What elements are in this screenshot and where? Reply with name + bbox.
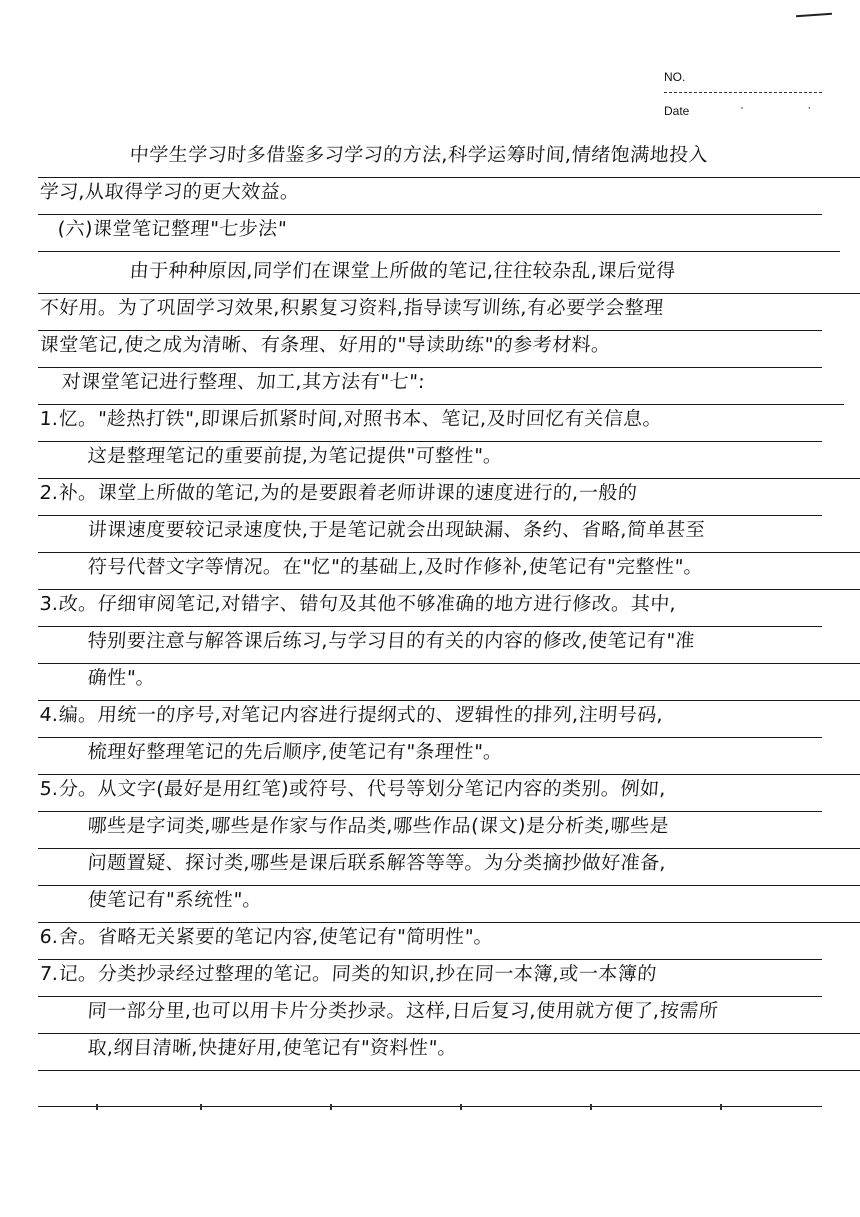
text-line-content: 课堂笔记,使之成为清晰、有条理、好用的"导读助练"的参考材料。 xyxy=(38,334,612,356)
list-item-line xyxy=(38,404,825,442)
text-line-content: 梳理好整理笔记的先后顺序,使笔记有"条理性"。 xyxy=(86,741,504,763)
list-item-line xyxy=(38,700,825,738)
list-item-line xyxy=(38,589,825,627)
section-heading: (六)课堂笔记整理"七步法" xyxy=(56,218,288,240)
text-line xyxy=(38,515,860,553)
header-date-dots: · · xyxy=(740,100,842,114)
text-line-content: 取,纲目清晰,快捷好用,使笔记有"资料性"。 xyxy=(86,1037,458,1059)
text-line xyxy=(38,177,825,215)
text-line xyxy=(38,626,860,664)
text-line xyxy=(38,885,860,923)
text-line xyxy=(38,256,860,294)
header-dashed-rule xyxy=(664,92,822,93)
text-line-content: 同一部分里,也可以用卡片分类抄录。这样,日后复习,使用就方便了,按需所 xyxy=(86,1000,720,1022)
corner-pen-mark xyxy=(796,13,832,18)
text-line xyxy=(38,737,860,775)
rule-tick xyxy=(460,1104,462,1110)
list-item-text: 6.舍。省略无关紧要的笔记内容,使笔记有"简明性"。 xyxy=(38,926,495,948)
rule-tick xyxy=(590,1104,592,1110)
section-heading-line xyxy=(38,214,843,252)
list-item-text: 7.记。分类抄录经过整理的笔记。同类的知识,抄在同一本簿,或一本簿的 xyxy=(38,963,658,985)
text-line xyxy=(38,811,860,849)
rule-tick xyxy=(330,1104,332,1110)
text-line-content: 这是整理笔记的重要前提,为笔记提供"可整性"。 xyxy=(86,445,504,467)
rule-tick xyxy=(200,1104,202,1110)
text-line xyxy=(38,552,860,590)
text-line xyxy=(38,293,825,331)
text-line xyxy=(38,1033,860,1071)
text-line xyxy=(38,441,860,479)
text-line xyxy=(38,848,860,886)
text-line-content: 特别要注意与解答课后练习,与学习目的有关的内容的修改,使笔记有"准 xyxy=(86,630,696,652)
text-line-content: 中学生学习时多借鉴多习学习的方法,科学运筹时间,情绪饱满地投入 xyxy=(128,144,709,166)
text-line-content: 符号代替文字等情况。在"忆"的基础上,及时作修补,使笔记有"完整性"。 xyxy=(86,556,704,578)
header-number-label: NO. xyxy=(664,70,686,84)
list-item-text: 2.补。课堂上所做的笔记,为的是要跟着老师讲课的速度进行的,一般的 xyxy=(38,482,639,504)
list-item-text: 5.分。从文字(最好是用红笔)或符号、代号等划分笔记内容的类别。例如, xyxy=(38,778,667,800)
list-item-line xyxy=(38,478,825,516)
text-line xyxy=(38,140,860,178)
list-item-text: 3.改。仔细审阅笔记,对错字、错句及其他不够准确的地方进行修改。其中, xyxy=(38,593,678,615)
list-item-line xyxy=(38,959,825,997)
text-line xyxy=(38,367,847,405)
text-line xyxy=(38,663,860,701)
text-line xyxy=(38,330,825,368)
list-item-line xyxy=(38,922,825,960)
list-item-line xyxy=(38,774,825,812)
rule-tick xyxy=(96,1104,98,1110)
text-line-content: 由于种种原因,同学们在课堂上所做的笔记,往往较杂乱,课后觉得 xyxy=(128,260,677,282)
text-line-content: 讲课速度要较记录速度快,于是笔记就会出现缺漏、条约、省略,简单甚至 xyxy=(86,519,706,541)
text-line-content: 哪些是字词类,哪些是作家与作品类,哪些作品(课文)是分析类,哪些是 xyxy=(86,815,670,837)
text-line-content: 使笔记有"系统性"。 xyxy=(86,889,263,911)
list-item-text: 4.编。用统一的序号,对笔记内容进行提纲式的、逻辑性的排列,注明号码, xyxy=(38,704,665,726)
text-line xyxy=(38,996,860,1034)
rule-tick xyxy=(720,1104,722,1110)
text-line-content: 不好用。为了巩固学习效果,积累复习资料,指导读写训练,有必要学会整理 xyxy=(38,297,665,319)
text-line-content: 对课堂笔记进行整理、加工,其方法有"七": xyxy=(60,371,426,393)
text-line-content: 确性"。 xyxy=(86,667,157,689)
text-line-content: 学习,从取得学习的更大效益。 xyxy=(38,181,301,203)
text-line-content: 问题置疑、探讨类,哪些是课后联系解答等等。为分类摘抄做好准备, xyxy=(86,852,667,874)
header-date-label: Date xyxy=(664,104,690,118)
list-item-text: 1.忆。"趁热打铁",即课后抓紧时间,对照书本、笔记,及时回忆有关信息。 xyxy=(38,408,664,430)
bottom-rule xyxy=(38,1106,822,1107)
